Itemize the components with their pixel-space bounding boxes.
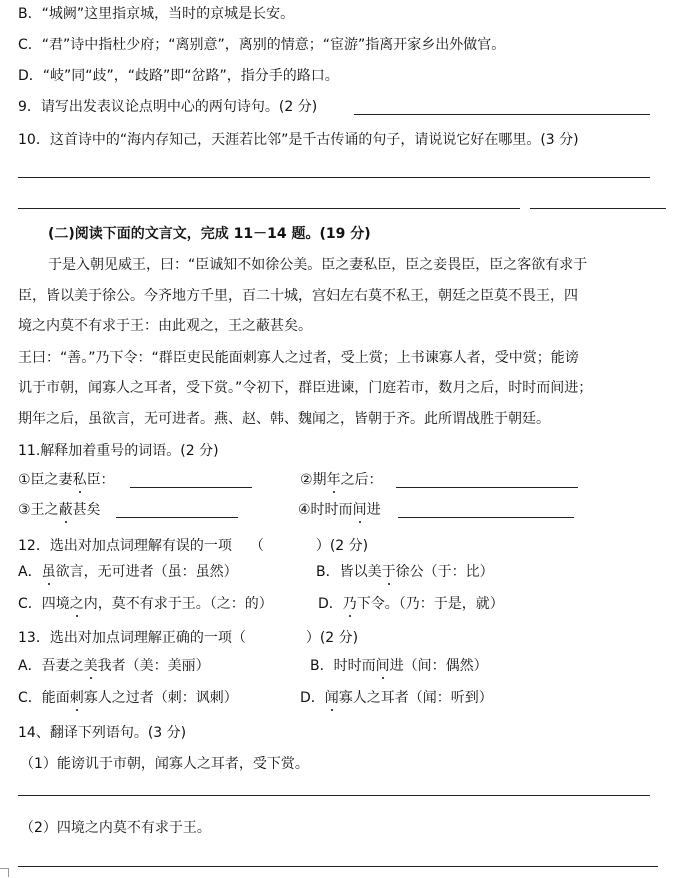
q12-option-a xyxy=(18,562,238,582)
option-text: 我者（美：美丽） xyxy=(97,658,210,674)
option-text: A．吾妻之 xyxy=(18,658,84,674)
question-14-sentence-2: （2）四境之内莫不有求于王。 xyxy=(20,820,211,836)
item-text: 进 xyxy=(366,502,381,518)
passage-line: 境之内莫不有求于王：由此观之，王之蔽甚矣。 xyxy=(18,318,312,334)
question-13-text: ）(2 分) xyxy=(305,630,359,646)
option-text: 寡人之耳者（闻：听到） xyxy=(338,690,493,706)
emphasis-char: 闻 xyxy=(324,690,339,706)
passage-line: 于是入朝见威王，曰：“臣诚知不如徐公美。臣之妻私臣，臣之妾畏臣，臣之客欲有求于 xyxy=(48,257,588,273)
emphasis-char: 之 xyxy=(69,596,84,612)
passage-line: 王曰：“善。”乃下令：“群臣吏民能面刺寡人之过者，受上赏；上书谏寡人者，受中赏；能谤 xyxy=(18,350,579,366)
option-text: B．皆以美 xyxy=(316,564,382,580)
option-b: B．“城阙”这里指京城，当时的京城是长安。 xyxy=(18,6,295,22)
option-text: 进（间：偶然） xyxy=(389,658,488,674)
option-text: B．时时而 xyxy=(310,658,376,674)
answer-line-q10-1[interactable] xyxy=(18,177,650,178)
answer-line-q11-1[interactable] xyxy=(130,487,252,488)
item-text: ④时时而 xyxy=(298,502,353,518)
emphasis-char: 虽 xyxy=(41,564,56,580)
q13-option-c xyxy=(18,688,238,708)
question-9 xyxy=(18,97,317,117)
question-11-item-2 xyxy=(300,470,383,490)
item-text: ①臣之妻 xyxy=(18,472,73,488)
section-heading: (二)阅读下面的文言文，完成 11－14 题。(19 分) xyxy=(48,226,371,242)
emphasis-char: 间 xyxy=(375,658,390,674)
emphasis-char: 刺 xyxy=(69,690,84,706)
passage-line: 讥于市朝，闻寡人之耳者，受下赏。”令初下，群臣进谏，门庭若市，数月之后，时时而间进； xyxy=(18,380,593,396)
item-text: ②期 xyxy=(300,472,327,488)
emphasis-char: 美 xyxy=(83,658,98,674)
answer-line-q14-1[interactable] xyxy=(18,795,650,796)
question-9-text: 9．请写出发表议论点明中心的两句诗句。(2 分) xyxy=(18,99,318,115)
emphasis-char: 年 xyxy=(326,472,341,488)
answer-line-q9[interactable] xyxy=(354,114,650,115)
question-13-text: 13．选出对加点词理解正确的一项（ xyxy=(18,630,246,646)
page-corner-mark xyxy=(0,868,9,877)
question-10: 10．这首诗中的“海内存知己，天涯若比邻”是千古传诵的句子，请说说它好在哪里。(3 分) xyxy=(18,132,579,148)
option-text: 内，莫不有求于王。（之：的） xyxy=(83,596,273,612)
question-11-item-3 xyxy=(18,500,101,520)
paren: （ xyxy=(249,538,264,554)
option-text: C．四境 xyxy=(18,596,70,612)
option-text: D． xyxy=(318,596,343,612)
paren: ）(2 分) xyxy=(315,538,369,554)
option-text: D． xyxy=(300,690,325,706)
emphasis-char: 私 xyxy=(72,472,87,488)
item-text: ③王之 xyxy=(18,502,59,518)
emphasis-char: 乃 xyxy=(342,596,357,612)
passage-line: 期年之后，虽欲言，无可进者。燕、赵、韩、魏闻之，皆朝于齐。此所谓战胜于朝廷。 xyxy=(18,411,550,427)
option-text: 寡人之过者（刺：讽刺） xyxy=(83,690,238,706)
question-12-title xyxy=(18,536,368,556)
passage-line: 臣，皆以美于徐公。今齐地方千里，百二十城，宫妇左右莫不私王，朝廷之臣莫不畏王，四 xyxy=(18,288,578,304)
question-11-item-4 xyxy=(298,500,381,520)
question-11-title: 11.解释加着重号的词语。(2 分) xyxy=(18,443,219,459)
q13-option-a xyxy=(18,656,210,676)
emphasis-char: 间 xyxy=(352,502,367,518)
q12-option-d xyxy=(318,594,504,614)
q13-option-d xyxy=(300,688,493,708)
option-text: 下令。（乃：于是，就） xyxy=(356,596,504,612)
answer-line-q10-3[interactable] xyxy=(530,208,666,209)
item-text: 臣： xyxy=(86,472,115,488)
item-text: 之后： xyxy=(340,472,383,488)
q12-option-c xyxy=(18,594,273,614)
q12-option-b xyxy=(316,562,494,582)
option-text: 欲言，无可进者（虽：虽然） xyxy=(55,564,238,580)
question-11-item-1 xyxy=(18,470,115,490)
answer-line-q11-4[interactable] xyxy=(398,517,574,518)
question-14-sentence-1: （1）能谤讥于市朝，闻寡人之耳者，受下赏。 xyxy=(20,756,309,772)
option-d: D．“岐”同“歧”，“歧路”即“岔路”，指分手的路口。 xyxy=(18,68,339,84)
emphasis-char: 蔽 xyxy=(58,502,73,518)
answer-line-q11-2[interactable] xyxy=(396,487,578,488)
option-text: A． xyxy=(18,564,42,580)
answer-line-q10-2[interactable] xyxy=(18,208,520,209)
question-14-title: 14、翻译下列语句。(3 分) xyxy=(18,725,187,741)
option-c: C．“君”诗中指杜少府；“离别意”，离别的情意；“宦游”指离开家乡出外做官。 xyxy=(18,37,506,53)
q13-option-b xyxy=(310,656,488,676)
option-text: C．能面 xyxy=(18,690,70,706)
emphasis-char: 于 xyxy=(381,564,396,580)
option-text: 徐公（于：比） xyxy=(395,564,494,580)
question-13-title xyxy=(18,628,358,648)
answer-line-q14-2[interactable] xyxy=(18,866,658,867)
answer-line-q11-3[interactable] xyxy=(116,517,238,518)
question-12-text: 12．选出对加点词理解有误的一项 xyxy=(18,538,232,554)
item-text: 甚矣 xyxy=(72,502,101,518)
